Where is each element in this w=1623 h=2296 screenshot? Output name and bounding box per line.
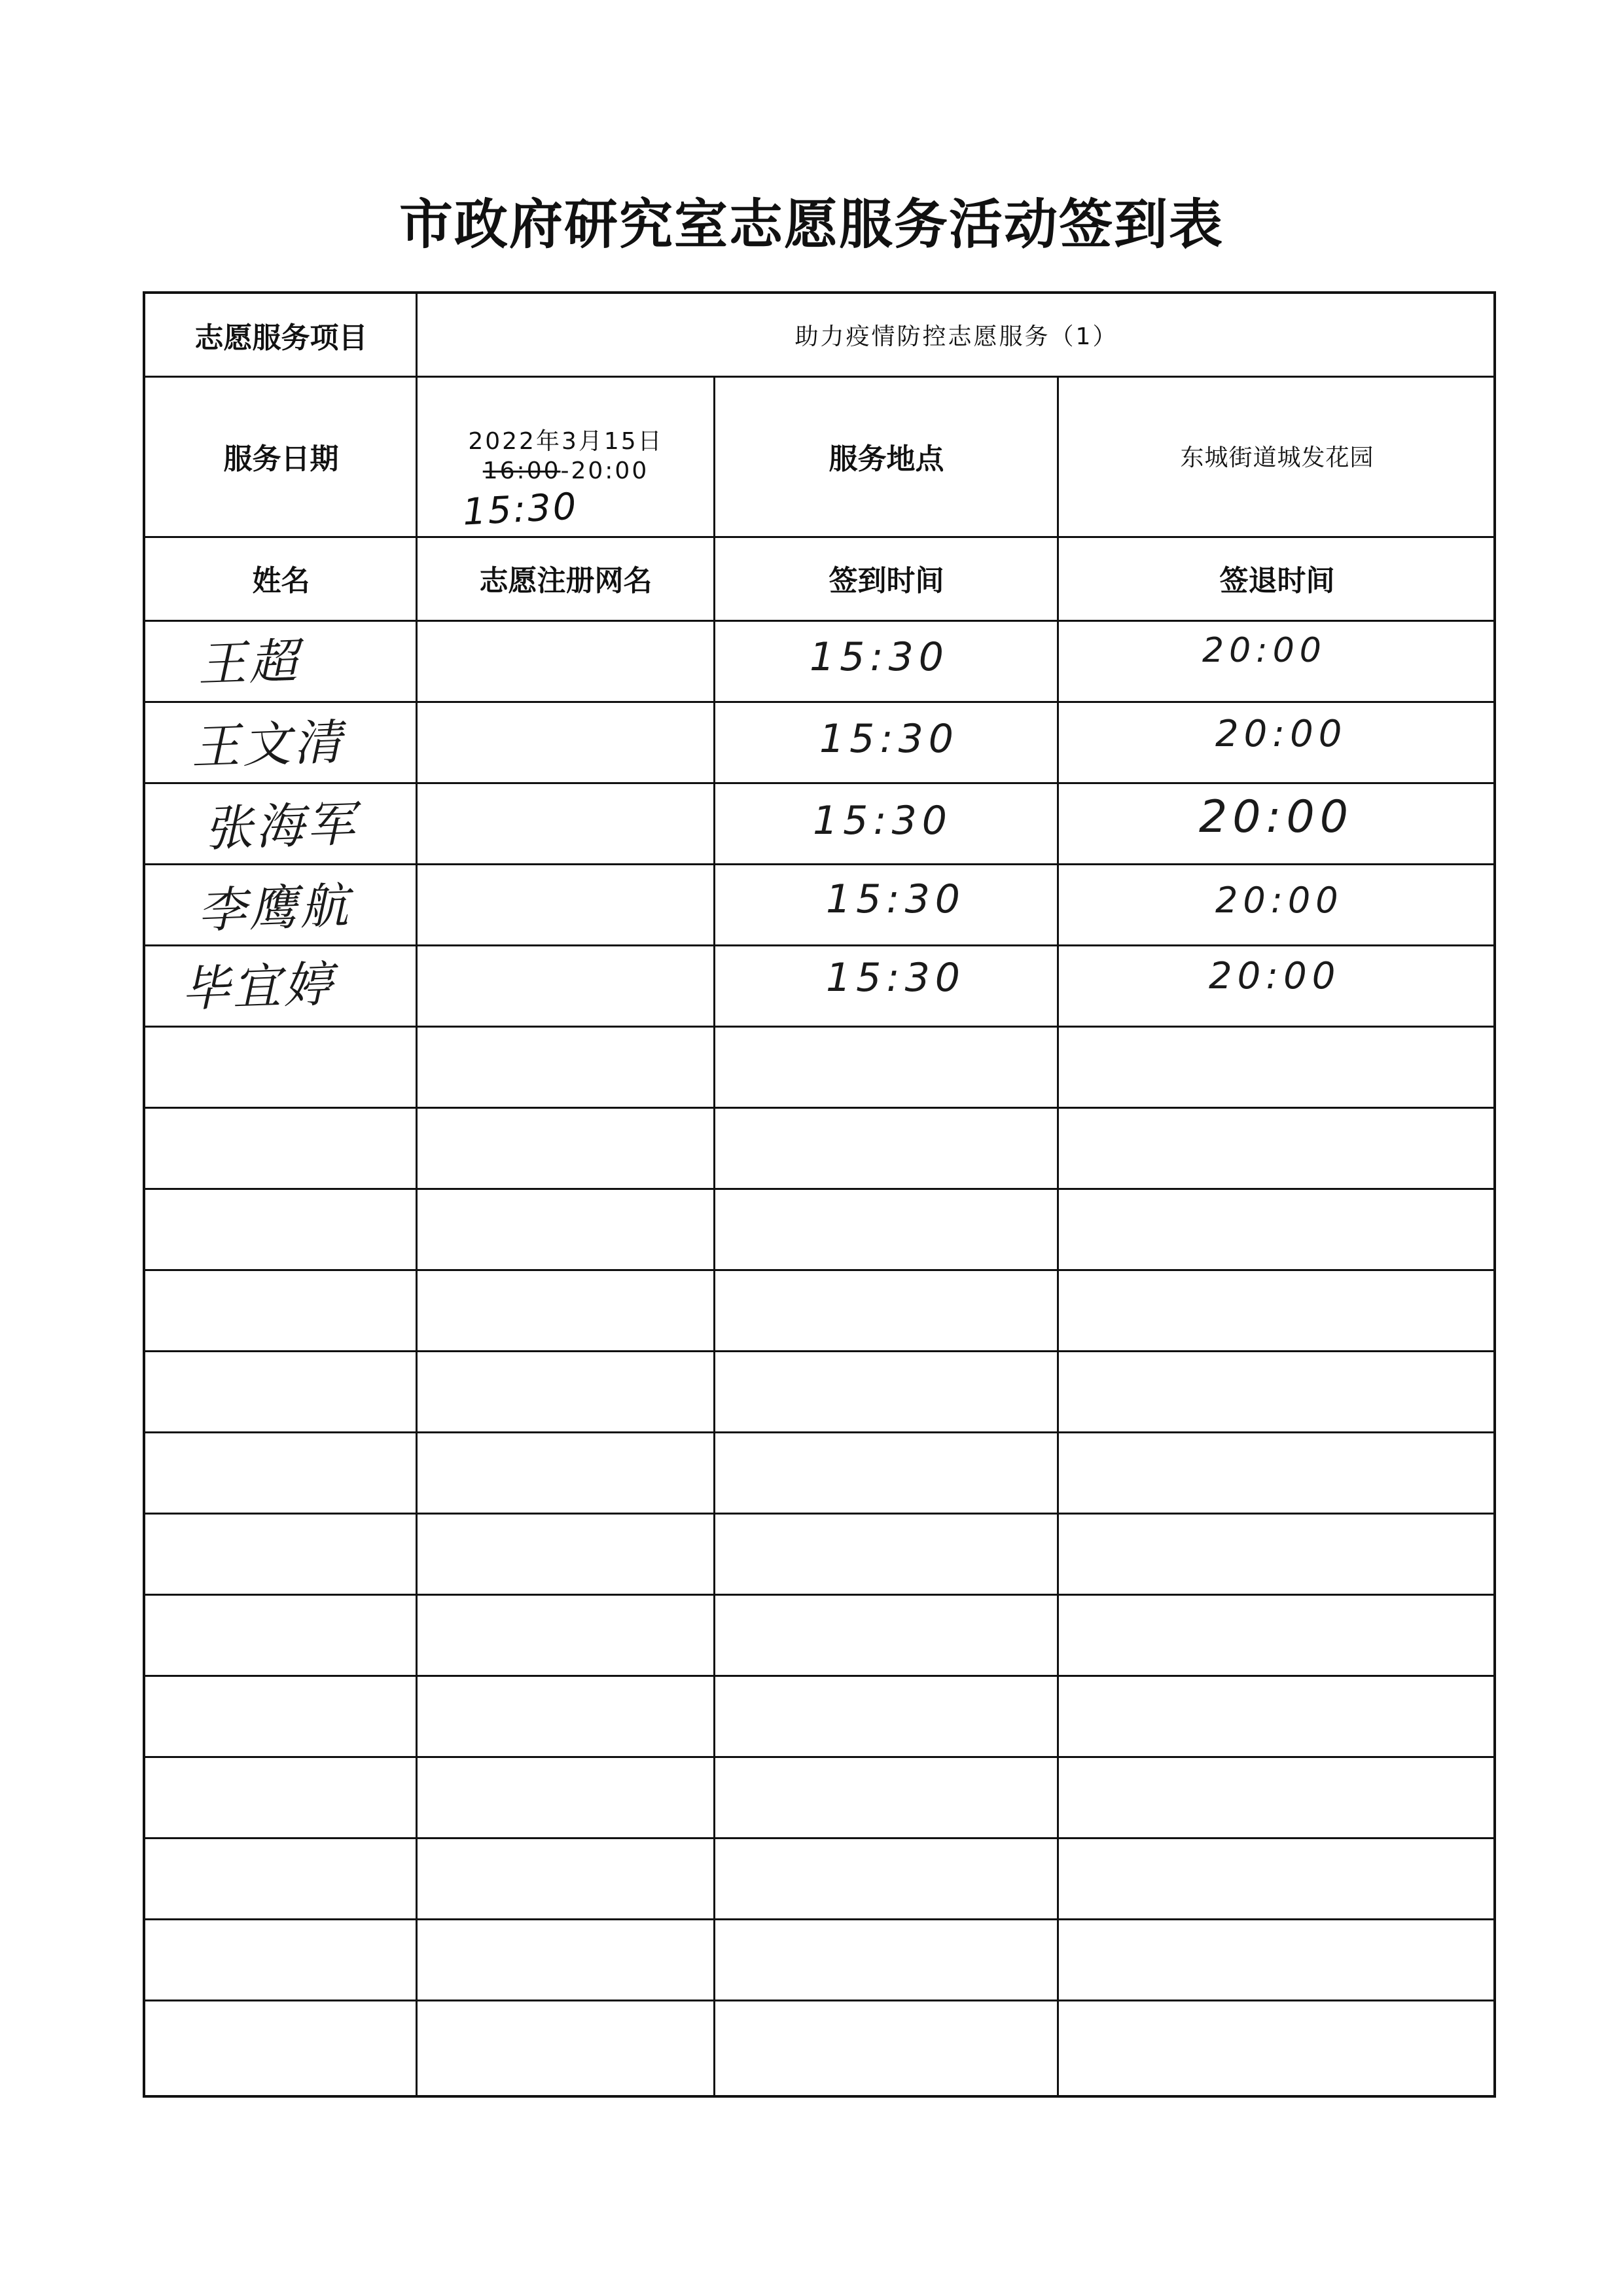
project-value: 助力疫情防控志愿服务（1） [794, 323, 1118, 350]
checkin-time: 15:30 [810, 634, 949, 680]
checkout-time: 20:00 [1199, 791, 1353, 843]
location-value: 东城街道城发花园 [1180, 444, 1374, 471]
col-divider [416, 294, 418, 2095]
row-divider [145, 620, 1493, 622]
row-divider [145, 1107, 1493, 1109]
col-divider [1057, 376, 1059, 2095]
row-divider [145, 536, 1493, 538]
checkin-time: 15:30 [813, 798, 952, 844]
row-divider [145, 2000, 1493, 2001]
service-date [417, 376, 715, 536]
col-header-checkin: 签到时间 [829, 564, 944, 598]
row-divider [145, 1837, 1493, 1839]
signature-name: 毕宜婷 [180, 956, 336, 1018]
struck-time: 16:00 [482, 457, 561, 484]
col-header-name: 姓名 [252, 564, 310, 598]
row-divider [145, 1675, 1493, 1677]
checkout-time: 20:00 [1202, 631, 1327, 670]
signature-name: 李鹰航 [196, 877, 352, 940]
row-divider [145, 1918, 1493, 1920]
row-divider [145, 1594, 1493, 1596]
checkin-time: 15:30 [819, 716, 959, 762]
location-label: 服务地点 [829, 442, 944, 476]
row-divider [145, 1269, 1493, 1271]
row-divider [145, 1350, 1493, 1352]
handwritten-start-time: 15:30 [461, 485, 579, 534]
checkout-time: 20:00 [1215, 713, 1347, 755]
row-divider [145, 863, 1493, 865]
date-line: 2022年3月15日 [468, 427, 664, 455]
checkin-time: 15:30 [826, 955, 965, 1001]
row-divider [145, 1431, 1493, 1433]
date-label: 服务日期 [223, 442, 339, 476]
row-divider [145, 1188, 1493, 1190]
signin-table [143, 291, 1496, 2098]
signature-name: 张海军 [203, 795, 359, 858]
row-divider [145, 944, 1493, 946]
project-label: 志愿服务项目 [194, 321, 368, 355]
row-divider [145, 1026, 1493, 1028]
signature-name: 王文清 [190, 713, 346, 776]
row-divider [145, 782, 1493, 784]
checkout-time: 20:00 [1215, 880, 1344, 921]
page-title: 市政府研究室志愿服务活动签到表 [399, 193, 1224, 256]
row-divider [145, 376, 1493, 378]
end-time: -20:00 [560, 457, 649, 484]
col-header-nickname: 志愿注册网名 [479, 564, 652, 598]
row-divider [145, 701, 1493, 703]
row-divider [145, 1756, 1493, 1758]
checkout-time: 20:00 [1209, 955, 1341, 997]
time-range [483, 456, 649, 486]
col-header-checkout: 签退时间 [1219, 564, 1335, 598]
checkin-time: 15:30 [826, 876, 965, 922]
row-divider [145, 1513, 1493, 1515]
col-divider [713, 376, 715, 2095]
signature-name: 王超 [196, 633, 301, 693]
